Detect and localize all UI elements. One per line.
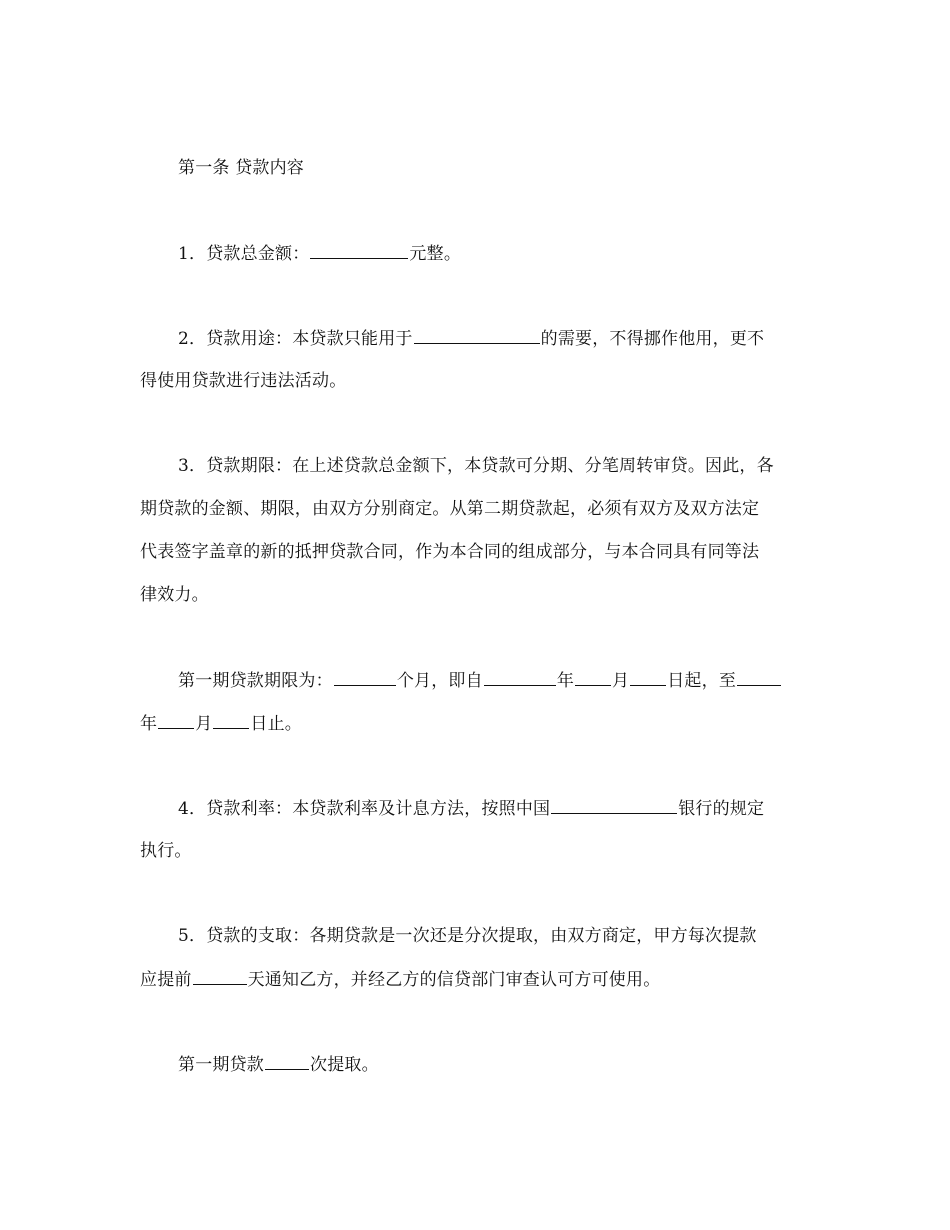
start-month-blank: [575, 669, 611, 686]
section-title: [140, 157, 848, 179]
item5-line2: [140, 968, 810, 991]
end-month-blank: [158, 712, 194, 729]
item4-line2-text: 执行。: [140, 841, 192, 861]
first-withdrawal-line: [140, 1053, 848, 1076]
start-year-text: 年: [556, 671, 575, 691]
item3-line2: [140, 498, 810, 520]
item3-line1-text: 3．贷款期限：在上述贷款总金额下，本贷款可分期、分笔周转审贷。因此，各: [178, 456, 774, 476]
item3-line4: [140, 584, 810, 606]
item2-suffix: 的需要，不得挪作他用，更不: [540, 329, 765, 349]
end-day-text: 日止。: [250, 714, 303, 734]
start-day-text: 日起，至: [667, 671, 737, 691]
notice-days-blank: [193, 968, 247, 985]
end-month-text: 月: [195, 714, 213, 734]
section-title-text: 第一条 贷款内容: [178, 158, 305, 178]
first-withdrawal-suffix: 次提取。: [310, 1055, 379, 1075]
amount-blank: [310, 242, 408, 259]
item5-line2-suffix: 天通知乙方，并经乙方的信贷部门审查认可方可使用。: [247, 970, 661, 990]
item1-prefix: 1．贷款总金额：: [178, 244, 310, 264]
item4-prefix: 4．贷款利率：本贷款利率及计息方法，按照中国: [178, 799, 551, 819]
item1-suffix: 元整。: [409, 244, 462, 264]
item3-line3-text: 代表签字盖章的新的抵押贷款合同，作为本合同的组成部分，与本合同具有同等法: [140, 542, 760, 562]
item4-line2: [140, 840, 810, 862]
start-month-text: 月: [612, 671, 630, 691]
end-year-text: 年: [140, 714, 158, 734]
months-blank: [334, 669, 396, 686]
item3-line4-text: 律效力。: [140, 585, 209, 605]
first-term-line2: [140, 712, 810, 735]
item4-line1: [140, 797, 848, 820]
item3-line2-text: 期贷款的金额、期限，由双方分别商定。从第二期贷款起，必须有双方及双方法定: [140, 499, 760, 519]
item4-suffix: 银行的规定: [678, 799, 765, 819]
first-term-line1: [140, 669, 848, 692]
item3-line3: [140, 541, 810, 563]
purpose-blank: [414, 327, 540, 344]
first-term-label: 第一期贷款期限为：: [178, 671, 333, 691]
item1-paragraph: [140, 242, 848, 265]
start-year-blank: [484, 669, 556, 686]
first-withdrawal-prefix: 第一期贷款: [178, 1055, 264, 1075]
start-day-blank: [630, 669, 666, 686]
item2-line1: [140, 327, 848, 350]
item5-line1: [140, 925, 848, 947]
item5-line1-text: 5．贷款的支取：各期贷款是一次还是分次提取，由双方商定，甲方每次提款: [178, 926, 757, 946]
bank-blank: [551, 797, 677, 814]
item2-prefix: 2．贷款用途：本贷款只能用于: [178, 329, 413, 349]
item3-line1: [140, 455, 848, 477]
end-year-blank: [737, 669, 781, 686]
item5-line2-prefix: 应提前: [140, 970, 192, 990]
first-term-months-text: 个月，即自: [396, 671, 483, 691]
end-day-blank: [213, 712, 249, 729]
item2-line2: [140, 370, 810, 392]
withdrawal-count-blank: [265, 1053, 309, 1070]
item2-line2-text: 得使用贷款进行违法活动。: [140, 371, 347, 391]
